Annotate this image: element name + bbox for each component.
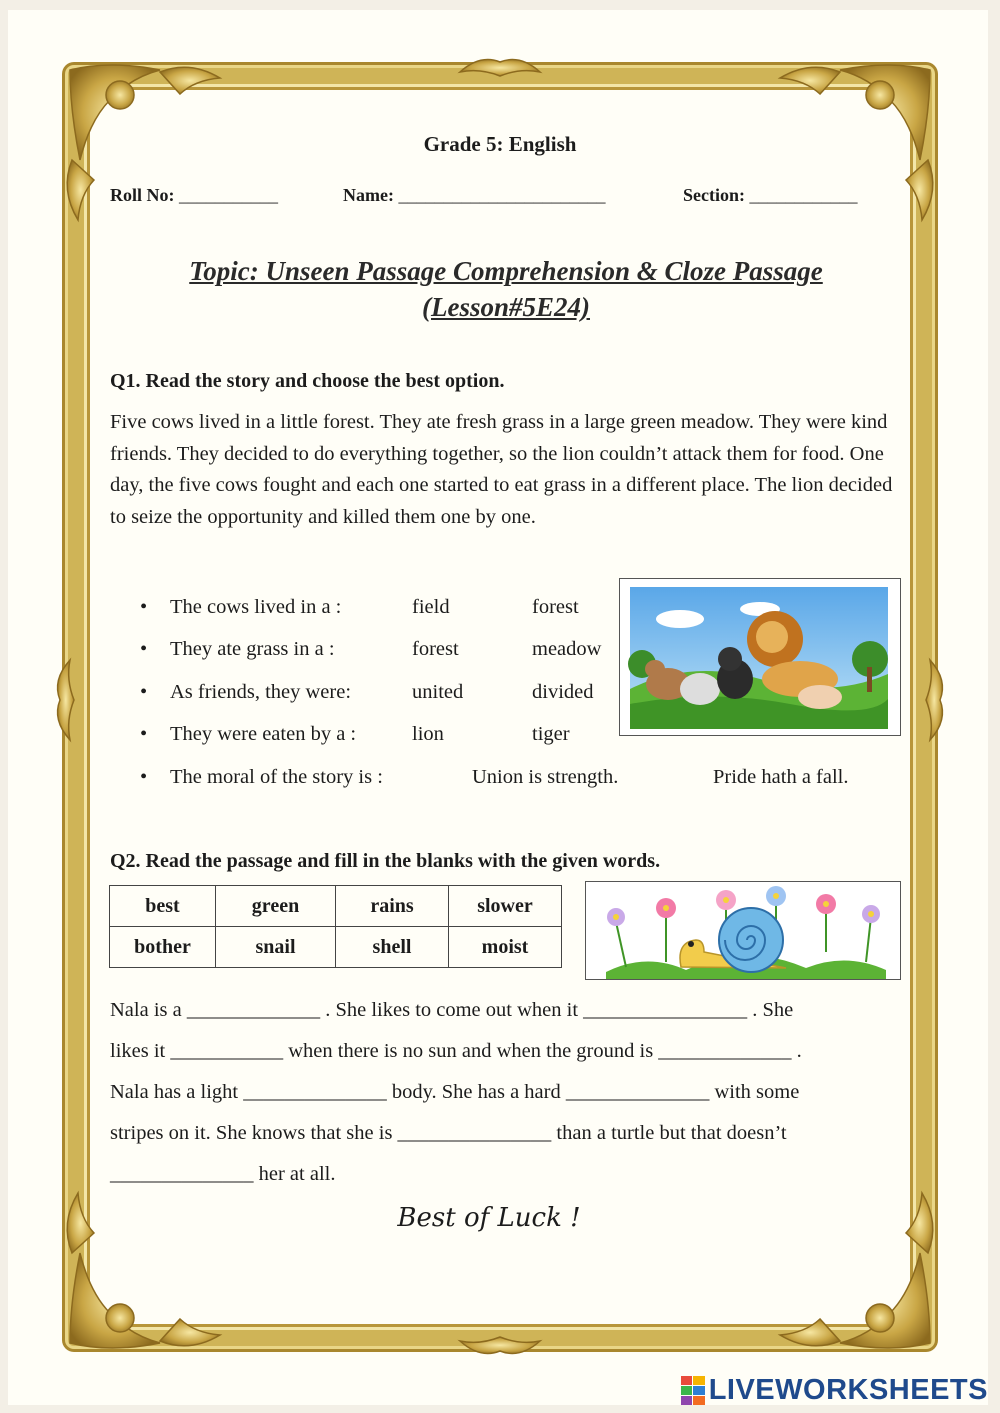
word-cell: moist	[449, 927, 562, 968]
liveworksheets-brand[interactable]	[681, 1374, 988, 1407]
cloze-line[interactable]: Nala has a light ______________ body. She has a hard ______________ with some	[110, 1081, 800, 1103]
bullet-icon: •	[140, 766, 148, 788]
brand-text: LIVEWORKSHEETS	[708, 1374, 988, 1406]
worksheet-title: Grade 5: English	[423, 132, 577, 156]
name-field[interactable]	[343, 185, 605, 206]
word-cell: shell	[336, 927, 449, 968]
option-choice[interactable]: forest	[532, 596, 579, 618]
option-choice[interactable]: tiger	[532, 723, 570, 745]
name-blank[interactable]: _______________________	[398, 185, 606, 205]
word-cell: best	[110, 886, 216, 927]
word-cell: rains	[336, 886, 449, 927]
option-choice[interactable]: united	[412, 681, 464, 703]
q1-heading: Q1. Read the story and choose the best option.	[110, 370, 505, 392]
topic-lesson: (Lesson#5E24)	[422, 292, 590, 322]
word-cell: slower	[449, 886, 562, 927]
lion-cows-image	[620, 579, 900, 735]
roll-no-field[interactable]	[110, 185, 278, 206]
section-field[interactable]	[683, 185, 858, 206]
option-choice[interactable]: Pride hath a fall.	[713, 766, 849, 788]
roll-no-label: Roll No:	[110, 185, 175, 205]
snail-illustration	[585, 881, 901, 980]
option-choice[interactable]: divided	[532, 681, 594, 703]
topic-heading: Topic: Unseen Passage Comprehension & Cloze Passage	[189, 256, 823, 286]
q2-cloze-passage	[110, 990, 910, 1195]
cloze-line[interactable]: ______________ her at all.	[110, 1163, 336, 1185]
bullet-icon: •	[140, 723, 148, 745]
bullet-icon: •	[140, 638, 148, 660]
word-cell: snail	[216, 927, 336, 968]
option-question: The cows lived in a :	[170, 596, 342, 618]
name-label: Name:	[343, 185, 394, 205]
option-question: As friends, they were:	[170, 681, 352, 703]
option-choice[interactable]: field	[412, 596, 450, 618]
cloze-line[interactable]: likes it ___________ when there is no sun and when the ground is _____________ .	[110, 1040, 802, 1062]
option-question: The moral of the story is :	[170, 766, 383, 788]
closing-message: Best of Luck !	[397, 1203, 581, 1233]
liveworksheets-logo-icon	[681, 1376, 705, 1406]
word-bank-table	[109, 885, 562, 968]
roll-no-blank[interactable]: ___________	[179, 185, 278, 205]
q1-story-passage: Five cows lived in a little forest. They ate fresh grass in a large green meadow. They were kind friends. They decided to do everything together, so the lion couldn’t attack them for food. One day, the five cows fought and each one started to eat grass in a different place. The lion decided to seize the opportunity and killed them one by one.	[110, 411, 893, 528]
bullet-icon: •	[140, 596, 148, 618]
option-choice[interactable]: Union is strength.	[472, 766, 619, 788]
table-row	[110, 927, 562, 968]
section-blank[interactable]: ____________	[749, 185, 858, 205]
lion-cows-illustration	[619, 578, 901, 736]
option-choice[interactable]: lion	[412, 723, 444, 745]
section-label: Section:	[683, 185, 745, 205]
bullet-icon: •	[140, 681, 148, 703]
word-cell: bother	[110, 927, 216, 968]
cloze-line[interactable]: Nala is a _____________ . She likes to come out when it ________________ . She	[110, 999, 794, 1021]
option-question: They were eaten by a :	[170, 723, 357, 745]
cloze-line[interactable]: stripes on it. She knows that she is _______________ than a turtle but that doesn’t	[110, 1122, 787, 1144]
option-choice[interactable]: forest	[412, 638, 459, 660]
table-row	[110, 886, 562, 927]
option-choice[interactable]: meadow	[532, 638, 602, 660]
q2-heading: Q2. Read the passage and fill in the blanks with the given words.	[110, 850, 661, 872]
option-question: They ate grass in a :	[170, 638, 335, 660]
word-cell: green	[216, 886, 336, 927]
snail-flowers-image	[586, 882, 900, 979]
